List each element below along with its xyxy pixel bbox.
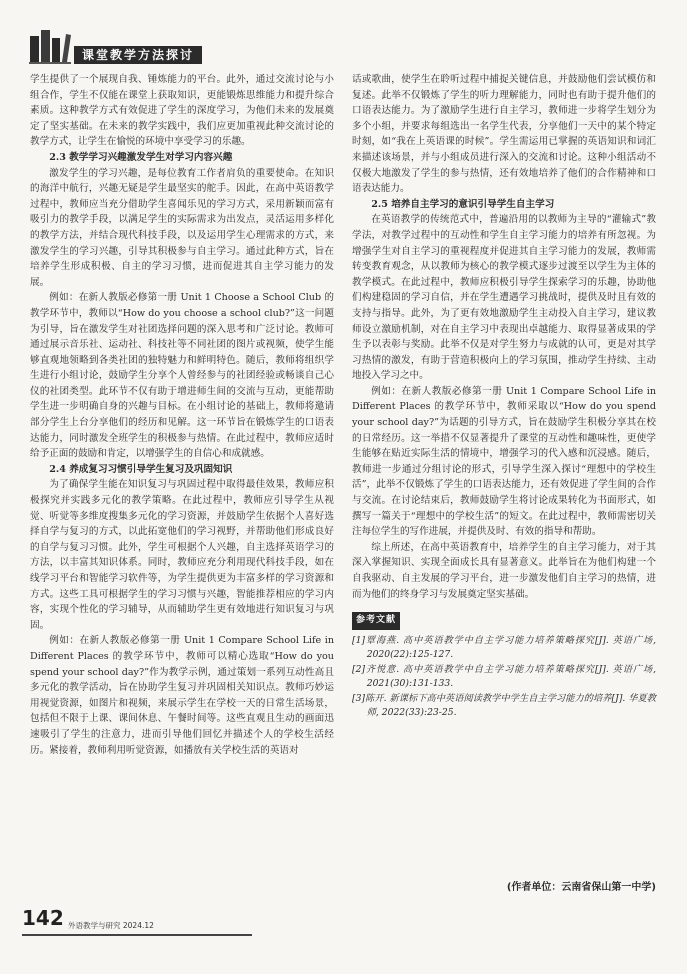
- reference-item: [1]覃海燕. 高中英语教学中自主学习能力培养策略探究[J]. 英语广场, 2020(22):125-127.: [352, 634, 656, 661]
- reference-item: [3]陈开. 新课标下高中英语阅读教学中学生自主学习能力的培养[J]. 华夏教师, 2022(33):23-25.: [352, 692, 656, 719]
- paragraph: 为了确保学生能在知识复习与巩固过程中取得最佳效果，教师应积极探究并实践多元化的教学策略。在此过程中，教师应引导学生从视觉、听觉等多维度搜集多元化的学习资源，并鼓励学生依据个人喜好选择自学与复习的方式，以此拓宽他们的学习视野，并帮助他们形成良好的自学与复习习惯。此外，学生可根据个人兴趣，自主选择英语学习的方法，以丰富其知识体系。同时，教师应充分利用现代科技手段，如在线学习平台和智能学习软件等，为学生提供更为丰富多样的学习资源和方式。这些工具可根据学生的学习习惯与兴趣，智能推荐相应的学习内容，实现个性化的学习辅导，从而辅助学生更有效地进行知识复习与巩固。: [30, 479, 334, 631]
- page-header: [28, 20, 268, 66]
- left-column: [30, 72, 334, 758]
- footer-rule: [22, 934, 252, 936]
- paragraph: 例如：在新人教版必修第一册 Unit 1 Choose a School Club 的教学环节中，教师以“How do you choose a school club?”这一问题为引导，旨在激发学生对社团选择问题的深入思考和广泛讨论。教师可通过展示音乐社、运动社、科技社等不同社团的图片或视频，使学生能够直观地领略到各类社团的独特魅力和鲜明特色。随后，教师将组织学生进行小组讨论，鼓励学生分享个人曾经参与的社团经验或畅谈自己心仪的社团类型。此环节不仅有助于增进师生间的交流与互动，更能帮助学生进一步明确自身的兴趣与目标。在小组讨论的基础上，教师将邀请部分学生上台分享他们的经历和见解。这一环节旨在锻炼学生的口语表达能力，同时激发全班学生的积极参与热情。在此过程中，教师应适时给予正面的鼓励和肯定，以增强学生的自信心和成就感。: [30, 292, 334, 460]
- page-footer: [22, 906, 282, 946]
- journal-name: 外语教学与研究 2024.12: [68, 921, 154, 930]
- paragraph: 学生提供了一个展现自我、锤炼能力的平台。此外，通过交流讨论与小组合作，学生不仅能在课堂上获取知识，更能锻炼思维能力和提升综合素质。这种教学方式有效促进了学生的深度学习，为他们未来的发展奠定了坚实基础。在未来的教学实践中，我们应更加重视此种交流讨论的教学方式，让学生在愉悦的环境中享受学习的乐趣。: [30, 74, 334, 148]
- references-list: [352, 634, 656, 721]
- reference-item: [2]齐悦意. 高中英语教学中自主学习能力培养策略探究[J]. 英语广场, 2021(30):131-133.: [352, 663, 656, 690]
- paragraph: 激发学生的学习兴趣，是每位教育工作者肩负的重要使命。在知识的海洋中航行，兴趣无疑是学生最坚实的舵手。因此，在高中英语教学过程中，教师应当充分借助学生喜闻乐见的学习方式，采用新颖而富有吸引力的教学手段，以满足学生的实际需求为出发点，灵活运用多样化的教学方法，并结合现代科技手段，以及运用学生心理需求的方式，来激发学生的学习兴趣，引导其积极参与自主学习。通过此种方式，旨在培养学生形成积极、自主的学习习惯，进而促进其自主学习能力的发展。: [30, 167, 334, 288]
- right-column: [352, 72, 656, 721]
- references-title: 参考文献: [352, 612, 400, 630]
- section-heading: 2.3 教学学习兴趣激发学生对学习内容兴趣: [49, 151, 233, 163]
- references-heading: [352, 612, 656, 630]
- paragraph: 综上所述，在高中英语教育中，培养学生的自主学习能力，对于其深入掌握知识、实现全面成长具有显著意义。此举旨在为他们构建一个自我驱动、自主发展的学习平台，进一步激发他们自主学习的热情，进而为他们的终身学习与发展奠定坚实基础。: [352, 541, 656, 600]
- section-title: 课堂教学方法探讨: [74, 46, 202, 64]
- paragraph: 话或歌曲，使学生在聆听过程中捕捉关键信息，并鼓励他们尝试模仿和复述。此举不仅锻炼了学生的听力理解能力，同时也有助于提升他们的口语表达能力。为了激励学生进行自主学习，教师进一步将学生划分为多个小组，并要求每组选出一名学生代表，分享他们一天中的某个特定时刻，如“我在上英语课的时候”。学生需运用已掌握的英语知识和词汇来描述该场景，并与小组成员进行深入的交流和讨论。这种小组活动不仅极大地激发了学生的参与热情，还有效地培养了他们的合作精神和口语表达能力。: [352, 74, 656, 195]
- paragraph: 例如：在新人教版必修第一册 Unit 1 Compare School Life in Different Places 的教学环节中，教师采取以“How do you spend your school day?”为话题的引导方式，旨在鼓励学生积极分享其在校的日常经历。这一举措不仅显著提升了课堂的互动性和趣味性，更使学生能够在贴近实际生活的情境中，增强学习的代入感和沉浸感。随后，教师进一步通过分组讨论的形式，引导学生深入探讨“理想中的学校生活”，此举不仅锻炼了学生的口语表达能力，还有效促进了学生间的合作与交流。在讨论结束后，教师鼓励学生将讨论成果转化为书面形式，如撰写一篇关于“理想中的学校生活”的短文。在此过程中，教师需密切关注每位学生的写作进展，并提供及时、有效的指导和帮助。: [352, 385, 656, 538]
- paragraph: 例如：在新人教版必修第一册 Unit 1 Compare School Life in Different Places 的教学环节中，教师可以精心选取“How do you spend your school day?”作为教学示例，通过策划一系列互动性高且多元化的教学活动，旨在协助学生复习并巩固相关知识点。教师巧妙运用视觉资源，如图片和视频，来展示学生在学校一天的日常生活场景，包括但不限于上课、课间休息、午餐时间等。这些直观且生动的画面迅速吸引了学生的注意力，进而引导他们回忆并描述个人的学校生活经历。紧接着，教师利用听觉资源，如播放有关学校生活的英语对: [30, 635, 334, 756]
- books-logo-icon: [28, 26, 72, 64]
- section-heading: 2.5 培养自主学习的意识引导学生自主学习: [371, 198, 555, 210]
- paragraph: 在英语教学的传统范式中，普遍沿用的以教师为主导的“灌输式”教学法，对教学过程中的互动性和学生自主学习能力的培养有所忽视。为增强学生对自主学习的重视程度并促进其自主学习能力的发展，教师需转变教育观念，从以教师为核心的教学模式逐步过渡至以学生为主体的教学模式。在此过程中，教师应积极引导学生探索学习的乐趣，协助他们构建稳固的学习自信，并在学生遭遇学习挑战时，提供及时且有效的支持与指导。此外，为了更有效地激励学生主动投入自主学习，建议教师设立激励机制，对在自主学习中表现出卓越能力、取得显著成果的学生予以表彰与奖励。此举不仅是对学生努力与成就的认可，更是对其学习热情的激发，有助于营造积极向上的学习氛围，推动学生持续、主动地投入学习之中。: [352, 214, 656, 382]
- page-number: 142: [22, 906, 64, 930]
- section-heading: 2.4 养成复习习惯引导学生复习及巩固知识: [49, 463, 233, 475]
- author-affiliation: (作者单位：云南省保山第一中学): [506, 882, 656, 893]
